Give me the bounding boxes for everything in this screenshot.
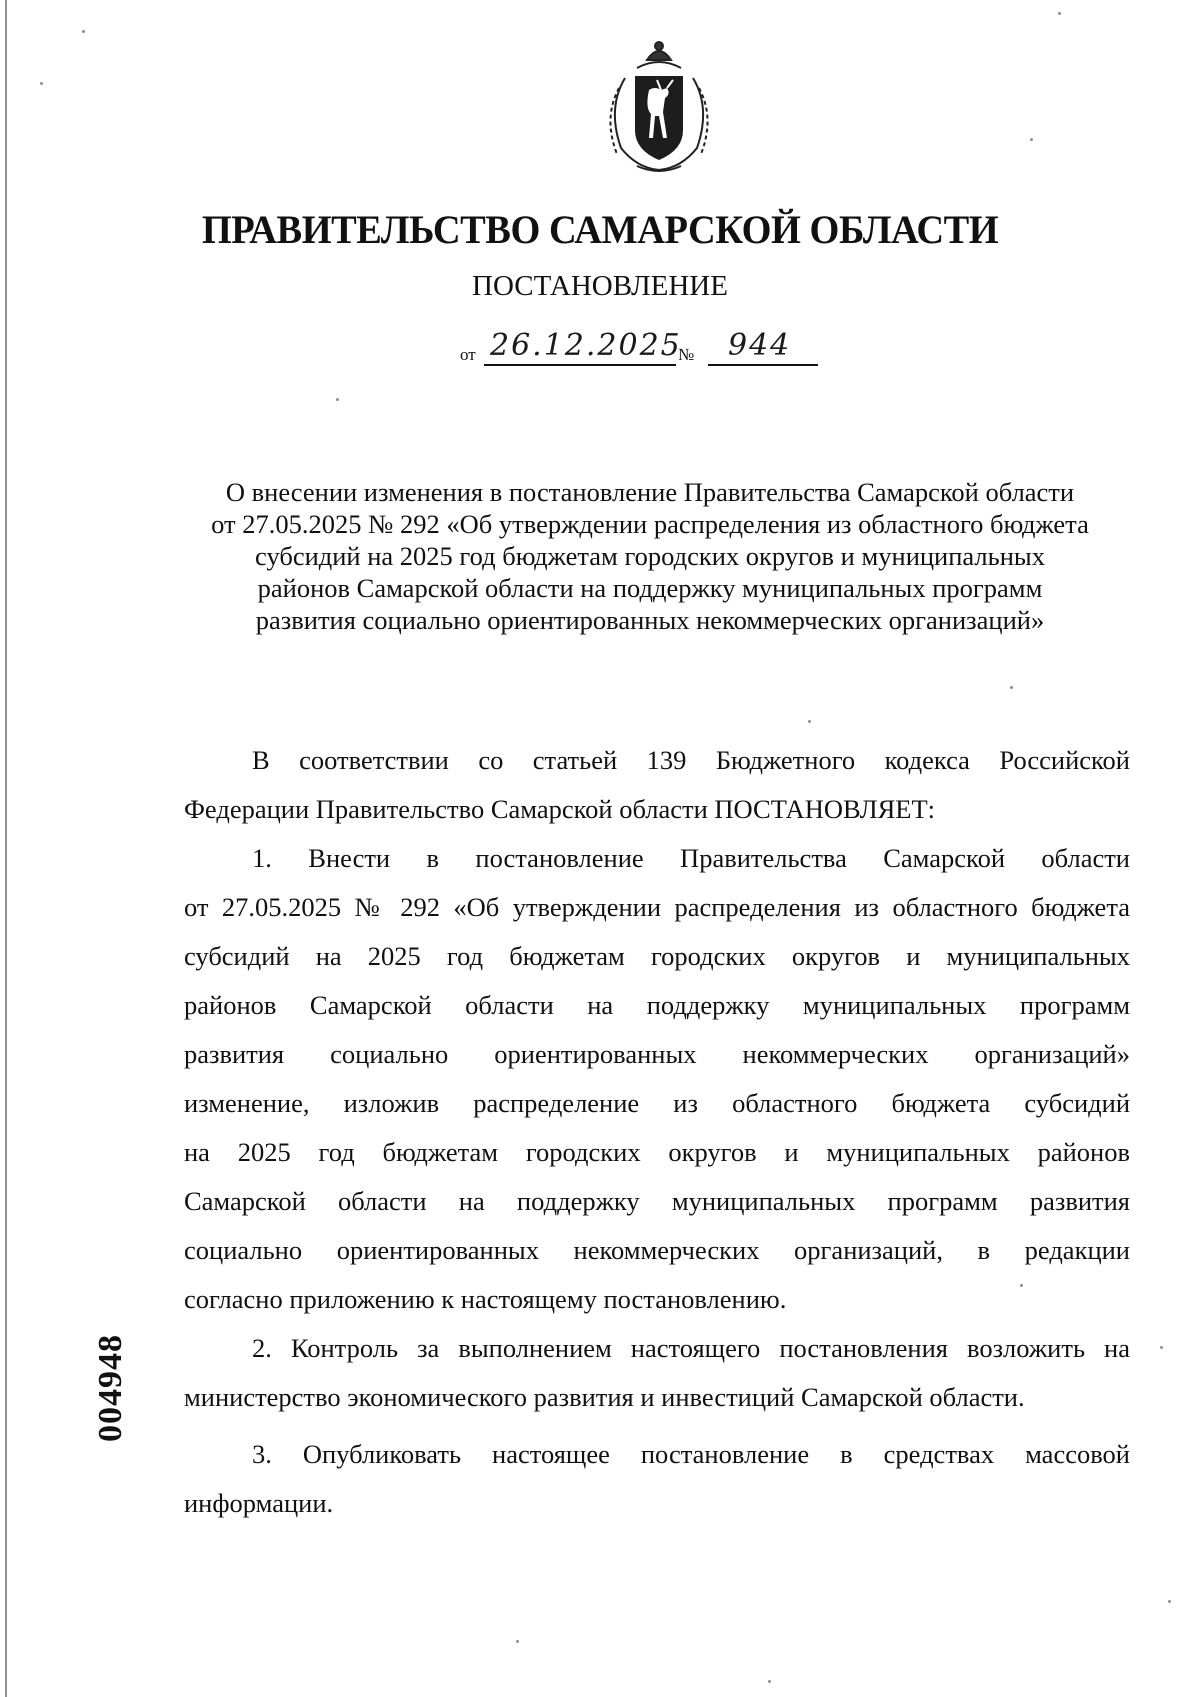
number-prefix: № bbox=[678, 345, 695, 364]
subject-line: районов Самарской области на поддержку муниципальных программ bbox=[257, 573, 1043, 603]
serial-number-stamp: 004948 bbox=[92, 1334, 129, 1442]
text-line: субсидий на 2025 год бюджетам городских округов и муниципальных bbox=[184, 941, 1130, 971]
date-underline bbox=[484, 364, 676, 366]
text-line: на 2025 год бюджетам городских округов и муниципальных районов bbox=[184, 1137, 1130, 1167]
text-line: Самарской области на поддержку муниципальных программ развития bbox=[184, 1186, 1130, 1216]
text-line: Федерации Правительство Самарской области ПОСТАНОВЛЯЕТ: bbox=[184, 794, 936, 824]
subject-line: от 27.05.2025 № 292 «Об утверждении распределения из областного бюджета bbox=[211, 509, 1089, 539]
handwritten-number: 944 bbox=[728, 328, 792, 363]
text-line: В соответствии со статьей 139 Бюджетного кодекса Российской bbox=[252, 745, 1130, 775]
handwritten-date: 26.12.2025 bbox=[490, 328, 682, 363]
text-line: социально ориентированных некоммерческих организаций, в редакции bbox=[184, 1235, 1130, 1265]
date-prefix: от bbox=[460, 345, 476, 364]
text-line: развития социально ориентированных некоммерческих организаций» bbox=[184, 1039, 1130, 1069]
item-1-paragraph bbox=[184, 834, 1130, 1324]
samara-coat-of-arms-icon bbox=[597, 38, 721, 176]
subject-line: субсидий на 2025 год бюджетам городских округов и муниципальных bbox=[255, 541, 1045, 571]
text-line: от 27.05.2025 № 292 «Об утверждении распределения из областного бюджета bbox=[184, 892, 1130, 922]
item-2-paragraph bbox=[184, 1324, 1130, 1422]
text-line: 1. Внести в постановление Правительства Самарской области bbox=[252, 843, 1130, 873]
text-line: согласно приложению к настоящему постановлению. bbox=[184, 1284, 787, 1314]
document-type: ПОСТАНОВЛЕНИЕ bbox=[472, 270, 728, 302]
text-line: районов Самарской области на поддержку муниципальных программ bbox=[184, 990, 1130, 1020]
preamble-paragraph bbox=[184, 736, 1130, 834]
text-line: изменение, изложив распределение из областного бюджета субсидий bbox=[184, 1088, 1130, 1118]
date-number-line bbox=[460, 328, 860, 372]
scan-edge-line bbox=[5, 0, 7, 1697]
text-line: министерство экономического развития и инвестиций Самарской области. bbox=[184, 1382, 1025, 1412]
subject-line: развития социально ориентированных некоммерческих организаций» bbox=[255, 605, 1045, 635]
subject-line: О внесении изменения в постановление Правительства Самарской области bbox=[225, 477, 1075, 507]
document-subject bbox=[170, 476, 1130, 636]
text-line: 2. Контроль за выполнением настоящего постановления возложить на bbox=[252, 1333, 1130, 1363]
issuing-authority-title: ПРАВИТЕЛЬСТВО САМАРСКОЙ ОБЛАСТИ bbox=[201, 207, 999, 252]
number-underline bbox=[708, 364, 818, 366]
text-line: 3. Опубликовать настоящее постановление в средствах массовой bbox=[252, 1439, 1130, 1469]
text-line: информации. bbox=[184, 1488, 334, 1518]
item-3-paragraph bbox=[184, 1430, 1130, 1528]
